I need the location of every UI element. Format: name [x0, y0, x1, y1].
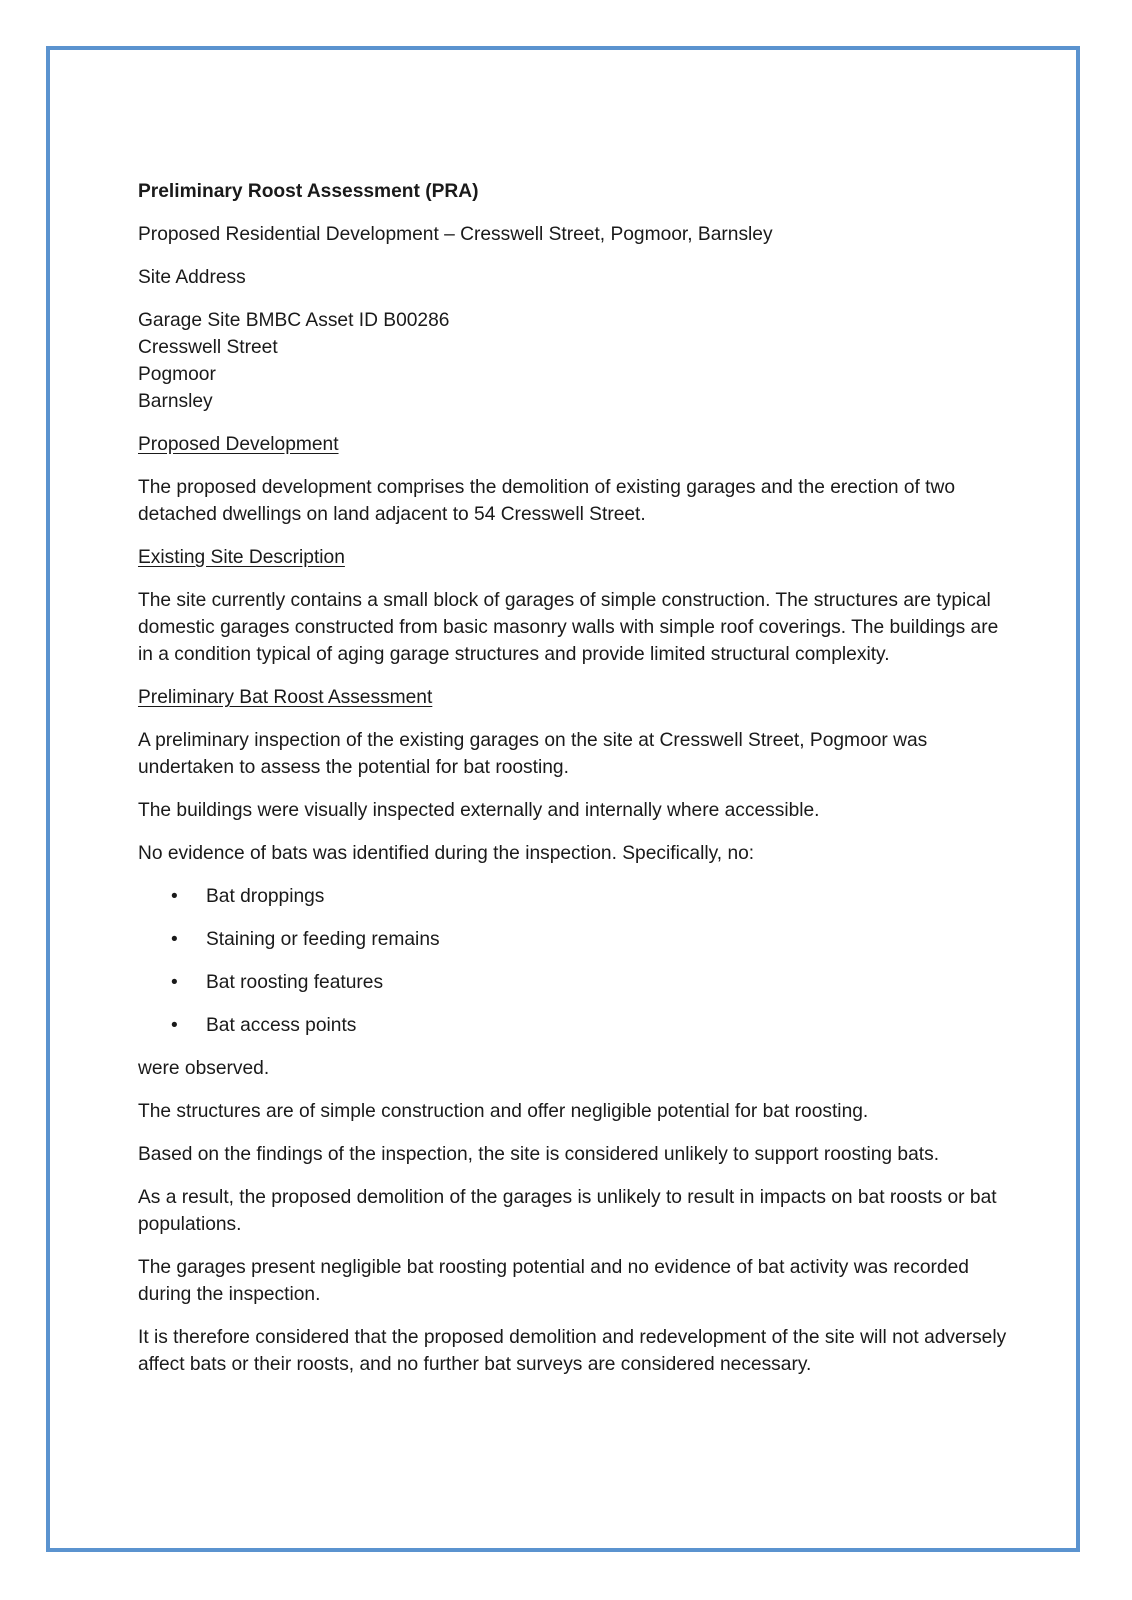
list-item — [138, 883, 1008, 910]
evidence-bullet-list — [138, 883, 1008, 1039]
list-item-text: Bat droppings — [206, 886, 325, 907]
list-item-text: Bat access points — [206, 1015, 357, 1036]
proposed-development-text: The proposed development comprises the demolition of existing garages and the erection of two detached dwellings on land adjacent to 54 Cresswell Street. — [138, 477, 956, 525]
assessment-paragraph: Based on the findings of the inspection, the site is considered unlikely to support roosting bats. — [138, 1144, 940, 1165]
address-line: Cresswell Street — [138, 337, 278, 358]
document-subtitle: Proposed Residential Development – Cresswell Street, Pogmoor, Barnsley — [138, 224, 773, 245]
proposed-development-heading: Proposed Development — [138, 434, 339, 455]
conclusion-paragraph: It is therefore considered that the proposed demolition and redevelopment of the site will not adversely affect bats or their roosts, and no further bat surveys are considered necessary. — [138, 1327, 1007, 1375]
site-address — [138, 307, 1008, 415]
existing-site-text: The site currently contains a small block of garages of simple construction. The structures are typical domestic garages constructed from basic masonry walls with simple roof coverings. The buildings are in a condition typical of aging garage structures and provide limited structural complexity. — [138, 590, 999, 665]
list-item — [138, 926, 1008, 953]
assessment-paragraph: were observed. — [138, 1058, 270, 1079]
address-line: Pogmoor — [138, 364, 216, 385]
address-line: Barnsley — [138, 391, 213, 412]
assessment-paragraph: The structures are of simple construction and offer negligible potential for bat roosting. — [138, 1101, 869, 1122]
assessment-paragraph: The garages present negligible bat roosting potential and no evidence of bat activity was recorded during the inspection. — [138, 1257, 969, 1305]
address-line: Garage Site BMBC Asset ID B00286 — [138, 310, 450, 331]
bat-roost-assessment-heading: Preliminary Bat Roost Assessment — [138, 687, 433, 708]
list-item-text: Bat roosting features — [206, 972, 384, 993]
bullet-icon: • — [171, 972, 178, 993]
document-body — [138, 178, 1008, 1394]
list-item — [138, 1012, 1008, 1039]
existing-site-heading: Existing Site Description — [138, 547, 345, 568]
bullet-icon: • — [171, 886, 178, 907]
site-address-label: Site Address — [138, 267, 246, 288]
assessment-paragraph: The buildings were visually inspected externally and internally where accessible. — [138, 800, 820, 821]
assessment-paragraph: No evidence of bats was identified during the inspection. Specifically, no: — [138, 843, 755, 864]
bullet-icon: • — [171, 929, 178, 950]
list-item — [138, 969, 1008, 996]
document-title: Preliminary Roost Assessment (PRA) — [138, 181, 479, 202]
assessment-paragraph: A preliminary inspection of the existing garages on the site at Cresswell Street, Pogmoor was undertaken to assess the potential for bat roosting. — [138, 730, 928, 778]
assessment-paragraph: As a result, the proposed demolition of the garages is unlikely to result in impacts on bat roosts or bat populations. — [138, 1187, 997, 1235]
bullet-icon: • — [171, 1015, 178, 1036]
list-item-text: Staining or feeding remains — [206, 929, 440, 950]
